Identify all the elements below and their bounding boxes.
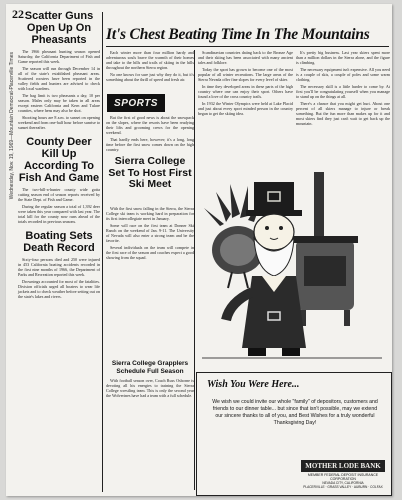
grapplers-headline: Sierra College Grapplers Schedule Full Season bbox=[111, 360, 189, 375]
story-paragraph: In 1932 the Winter Olympics were held at Lake Placid and just about every sport minded person in the country began to get the skiing idea. bbox=[198, 101, 293, 116]
grapplers-text bbox=[106, 378, 194, 400]
story-paragraph: Some will race on the first team at Donner Ski Ranch on the weekend of Jan. 9-11. The University of Nevada will also enter a strong team and be the favorite. bbox=[106, 223, 194, 243]
story-paragraph: It's pretty big business. Last year skiers spent more than a million dollars in the Sierra alone, and the figure is climbing. bbox=[296, 50, 390, 65]
sierra-ski-text bbox=[106, 206, 194, 262]
sierra-ski-headline: Sierra College Set To Host First Ski Meet bbox=[108, 155, 192, 190]
bank-city: NEVADA CITY, CALIFORNIA bbox=[322, 481, 364, 485]
story-paragraph: No one knows for sure just why they do it, but it's something about the thrill of speed and fresh air. bbox=[106, 72, 194, 82]
story-paragraph: The necessary equipment isn't expensive. All you need is a couple of skis, a couple of poles and some warm clothing. bbox=[296, 67, 390, 82]
column-divider bbox=[102, 12, 103, 492]
story-headline: County Deer Kill Up According To Fish And Game bbox=[18, 136, 100, 184]
story-headline: Boating Sets Death Record bbox=[23, 230, 95, 254]
page-number: 22 bbox=[12, 7, 24, 21]
story-paragraph: In time they developed areas in these parts of the high country where one can enjoy their sport. Others have found a love of the cross country trails. bbox=[198, 84, 293, 99]
bank-branches: PLACERVILLE · GRASS VALLEY · AUBURN · COLFAX bbox=[303, 485, 383, 489]
right-column-a bbox=[198, 50, 293, 118]
bank-fdic: MEMBER FEDERAL DEPOSIT INSURANCE CORPORATION bbox=[307, 473, 379, 481]
ad-body: We wish we could invite our whole "family" of depositors, customers and friends to our dinner table... but since that isn't possible, may we extend our sincere thanks to all of you, and Best Wishes for a truly wonderful Thanksgiving Day! bbox=[212, 399, 378, 426]
story-paragraph: There's a chance that you might get hurt. About one percent of all skiers manage to injure or break something. But the fun more than makes up for it and most skiers find they just can't wait to get back up the mountain. bbox=[296, 101, 390, 126]
bank-logo-block bbox=[301, 460, 385, 489]
banner-rule bbox=[106, 46, 389, 47]
story-paragraph: With football season over, Coach Russ Osborne is devoting all his energies to training the Sierra College wrestling team. This is only the second year the Wolverines have had a team with a full schedule. bbox=[106, 378, 194, 398]
story-paragraph: Sixty-four persons died and 250 were injured in 453 California boating accidents recorded in the first nine months of 1966, the Department of Parks and Recreation reported this week. bbox=[18, 257, 100, 277]
bank-advertisement bbox=[196, 372, 392, 496]
pilgrim-turkey-illustration bbox=[196, 152, 389, 367]
column-divider bbox=[194, 50, 195, 490]
story-paragraph: Each winter more than four million hardy and adventurous souls brave the warmth of their homes and take to the hills and trails of skiing in the hills throughout the northern Sierra region. bbox=[106, 50, 194, 70]
story-paragraph: The necessary skill is a little harder to come by. At first you'll be congratulating yourself when you manage to stand up on the things at all. bbox=[296, 84, 390, 99]
bank-name: MOTHER LODE BANK bbox=[301, 460, 385, 472]
story-deer-kill bbox=[18, 136, 100, 224]
story-pheasants bbox=[18, 10, 100, 130]
story-paragraph: But the first of good news is about the snowpack on the slopes, where the resorts have been readying their lifts and grooming crews for the opening weekend. bbox=[106, 115, 194, 135]
story-paragraph: Drownings accounted for most of the fatalities. Division officials urged all boaters to wear life jackets and to check weather before setting out on the state's lakes and rivers. bbox=[18, 279, 100, 299]
left-column bbox=[18, 10, 100, 301]
story-paragraph: The 1966 pheasant hunting season opened Saturday, the California Department of Fish and Game reported this week. bbox=[18, 49, 100, 64]
story-paragraph: During the regular season a total of 1,392 deer were taken this year compared with last year. The total kill for the county now runs ahead of the totals recorded in previous seasons. bbox=[18, 204, 100, 224]
banner-headline: It's Chest Beating Time In The Mountains bbox=[106, 26, 370, 43]
story-paragraph: Scandinavian countries dating back to the Bronze Age and their skiing has been associated with many ancient tales and folklore. bbox=[198, 50, 293, 65]
story-paragraph: Shooting hours are 8 a.m. to sunset on opening weekend and from one-half hour before sunrise to sunset thereafter. bbox=[18, 115, 100, 130]
story-paragraph: Several individuals on the team will compete in the first race of the season and coaches expect a good showing from the squad. bbox=[106, 245, 194, 260]
story-headline: Scatter Guns Open Up On Pheasants bbox=[24, 10, 94, 46]
story-paragraph: With the first snow falling in the Sierra, the Sierra College ski team is working hard in preparation for its first intercollegiate meet in January. bbox=[106, 206, 194, 221]
side-caption: Wednesday, Nov. 19, 1969—Mountain Democrat-Placerville Times bbox=[9, 52, 15, 200]
story-paragraph: The bag limit is two pheasants a day, 10 per season. Males only may be taken in all areas except eastern California and Kern and Tulare counties, where hens may also be shot. bbox=[18, 93, 100, 113]
ad-headline: Wish You Were Here... bbox=[207, 379, 300, 390]
sports-section-label: SPORTS bbox=[107, 94, 165, 112]
story-paragraph: Today the sport has grown to become one of the most popular of all winter recreations. The large areas of the Sierra Nevada offer fine slopes for every level of skier. bbox=[198, 67, 293, 82]
right-column-b bbox=[296, 50, 390, 128]
middle-lead bbox=[106, 50, 194, 84]
story-boating bbox=[18, 230, 100, 299]
sports-text bbox=[106, 115, 194, 154]
story-paragraph: The two-bill-a-hunter county wide gotta cutting season end of season reports received by the State Dept. of Fish and Game. bbox=[18, 187, 100, 202]
newspaper-page bbox=[6, 4, 392, 496]
story-paragraph: The season will run through December 14 in all of the state's established pheasant areas. Scattered roosters have been reported in the valley fields and hunters are advised to check with local wardens. bbox=[18, 66, 100, 91]
story-paragraph: That hardly ends here, however; it's a long, long time before the first snow comes down on the high country. bbox=[106, 137, 194, 152]
